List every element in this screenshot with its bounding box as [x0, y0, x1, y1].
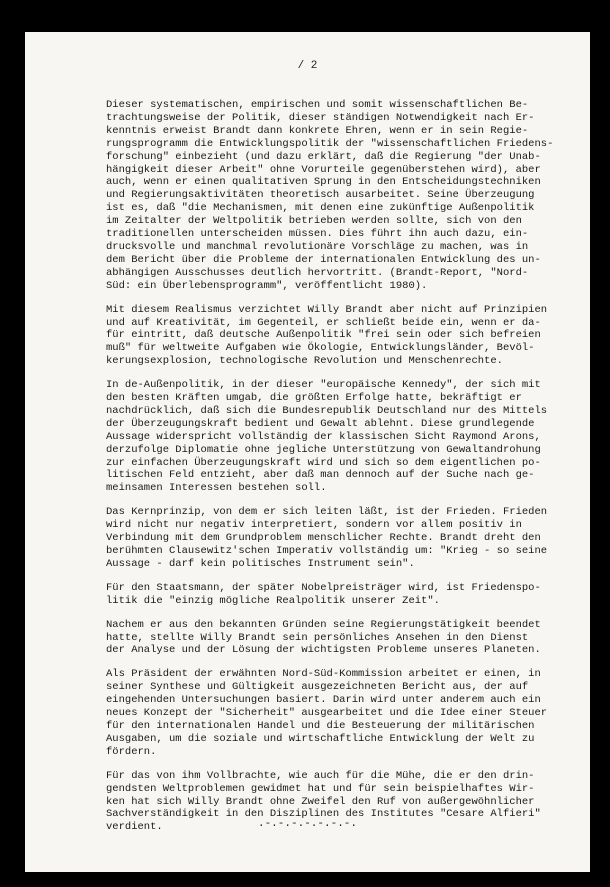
paragraph: Dieser systematischen, empirischen und somit wissenschaftlichen Be- trachtungsweise der Politik, dieser ständigen Notwendigkeit nach Er- kenntnis erweist Brandt dann konkrete Ehren, wenn er in sein Regie- rungsprogramm die Entwicklungspolitik der "wissenschaftlichen Friedens- forschung" einbezieht (und dazu erklärt, daß die Regierung "der Unab- hängigkeit dieser Arbeit" ohne Vorurteile gegenüberstehen wird), aber auch, wenn er einen qualitativen Sprung in den Entscheidungstechniken und Regierungsaktivitäten theoretisch ausarbeitet. Seine Überzeugung ist es, daß "die Mechanismen, mit denen eine zukünftige Außenpolitik im Zeitalter der Weltpolitik betrieben werden sollte, sich von den traditionellen unterscheiden müssen. Dies führt ihn auch dazu, ein- drucksvolle und manchmal revolutionäre Vorschläge zu machen, was in dem Bericht über die Probleme der internationalen Entwicklung des un- abhängigen Ausschusses deutlich hervortritt. (Brandt-Report, "Nord- Süd: ein Überlebensprogramm", veröffentlicht 1980). [106, 99, 554, 292]
page-number: / 2 [297, 60, 318, 72]
paragraph: Für den Staatsmann, der später Nobelpreisträger wird, ist Friedenspo- litik die "einzig mögliche Realpolitik unserer Zeit". [106, 581, 541, 607]
paragraph: Als Präsident der erwähnten Nord-Süd-Kommission arbeitet er einen, in seiner Synthese und Gültigkeit ausgezeichneten Bericht aus, der auf eingehenden Untersuchungen basiert. Darin wird unter anderem auch ein neues Konzept der "Sicherheit" ausgearbeitet und die Idee einer Steuer für den internationalen Handel und die Besteuerung der militärischen Ausgaben, um die soziale und wirtschaftliche Entwicklung der Welt zu fördern. [106, 668, 548, 758]
end-mark: .-.-.-.-.-.-.-. [257, 818, 358, 830]
paragraph: Nachem er aus den bekannten Gründen seine Regierungstätigkeit beendet hatte, stellte Willy Brandt sein persönliches Ansehen in den Dienst der Analyse und der Lösung der wichtigsten Probleme unseres Planeten. [106, 618, 541, 657]
paragraph: Mit diesem Realismus verzichtet Willy Brandt aber nicht auf Prinzipien und auf Kreativität, im Gegenteil, er schließt beide ein, wenn er da- für eintritt, daß deutsche Außenpolitik "frei sein oder sich befreien muß" für weltweite Aufgaben wie Ökologie, Entwicklungsländer, Bevöl- kerungsexplosion, technologische Revolution und Menschenrechte. [106, 303, 548, 368]
paragraph: Das Kernprinzip, von dem er sich leiten läßt, ist der Frieden. Frieden wird nicht nur negativ interpretiert, sondern vor allem positiv in Verbindung mit dem Grundproblem menschlicher Rechte. Brandt dreht den berühmten Clausewitz'schen Imperativ vollständig um: "Krieg - so seine Aussage - darf kein politisches Instrument sein". [106, 506, 548, 570]
paragraph: Für das von ihm Vollbrachte, wie auch für die Mühe, die er den drin- gendsten Weltproblemen gewidmet hat und für sein beispielhaftes Wir- ken hat sich Willy Brandt ohne Zweifel den Ruf von außergewöhnlicher Sachverständigkeit in den Disziplinen des Institutes "Cesare Alfieri" verdient. [106, 769, 541, 834]
paragraph: In de-Außenpolitik, in der dieser "europäische Kennedy", der sich mit den besten Kräften umgab, die größten Erfolge hatte, bekräftigt er nachdrücklich, daß sich die Bundesrepublik Deutschland nur des Mittels der Überzeugungskraft bedient und Gewalt ablehnt. Diese grundlegende Aussage widerspricht vollständig der klassischen Sicht Raymond Arons, derzufolge Diplomatie ohne jegliche Unterstützung von Gewaltandrohung zur einfachen Überzeugungskraft wird und sich so dem eigentlichen po- litischen Feld entzieht, aber daß man dennoch auf der Suche nach ge- meinsamen Interessen bestehen soll. [106, 379, 548, 495]
document-page [25, 32, 590, 872]
body-text [106, 99, 587, 845]
